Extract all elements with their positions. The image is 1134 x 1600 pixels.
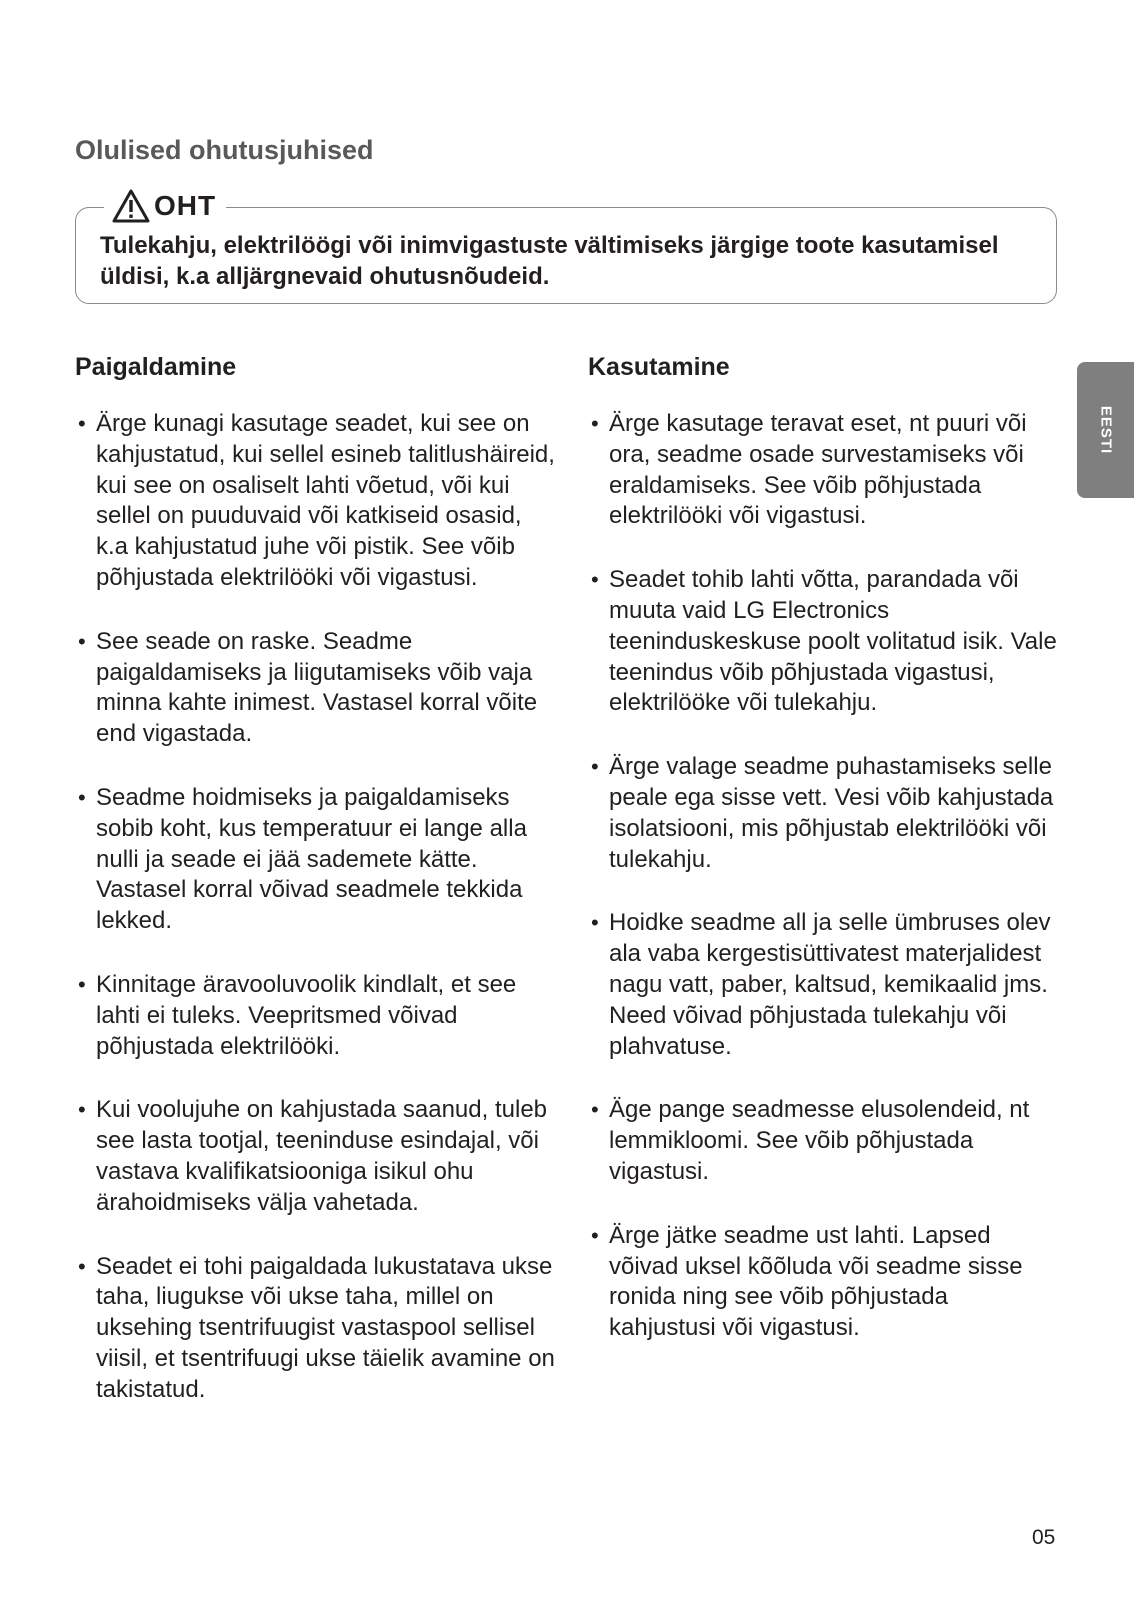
warning-header — [104, 186, 226, 226]
usage-list — [588, 409, 1058, 1344]
installation-section — [75, 345, 555, 1439]
list-item — [75, 409, 555, 594]
bullet-icon: • — [78, 784, 86, 810]
list-item-text: Kui voolujuhe on kahjustada saanud, tuleb see lasta tootjal, teeninduse esindajal, või vastava kvalifikatsiooniga isikul ohu ärahoidmiseks välja vahetada. — [96, 1096, 548, 1216]
page-number: 05 — [1032, 1526, 1056, 1549]
list-item — [588, 565, 1058, 719]
language-tab — [1077, 362, 1134, 498]
list-item-text: Seadet tohib lahti võtta, parandada või muuta vaid LG Electronics teeninduskeskuse poolt volitatud isik. Vale teenindus võib põhjustada vigastusi, elektrilööke või tulekahju. — [609, 566, 1057, 717]
warning-triangle-icon — [112, 189, 150, 223]
list-item — [588, 908, 1058, 1062]
bullet-icon: • — [591, 567, 599, 593]
list-item-text: Ärge valage seadme puhastamiseks selle peale ega sisse vett. Vesi võib kahjustada isolatsiooni, mis põhjustab elektrilööki või tulekahju. — [609, 753, 1054, 873]
bullet-icon: • — [78, 411, 86, 436]
list-item-text: See seade on raske. Seadme paigaldamiseks ja liigutamiseks võib vaja minna kahte inimest. Vastasel korral võite end vigastada. — [96, 627, 538, 748]
list-item-text: Ärge kasutage teravat eset, nt puuri või ora, seadme osade survestamiseks või eraldamiseks. See võib põhjustada elektrilööki või vigastusi. — [609, 410, 1027, 530]
bullet-icon: • — [591, 1097, 599, 1123]
list-item-text: Ärge jätke seadme ust lahti. Lapsed võivad uksel kõõluda või seadme sisse ronida ning see võib põhjustada kahjustusi või vigastusi. — [609, 1221, 1023, 1342]
bullet-icon: • — [591, 1222, 599, 1248]
bullet-icon: • — [591, 754, 599, 780]
bullet-icon: • — [591, 910, 599, 936]
bullet-icon: • — [78, 971, 86, 997]
bullet-icon: • — [78, 628, 86, 654]
bullet-icon: • — [78, 1097, 86, 1123]
page-title: Olulised ohutusjuhised — [75, 135, 374, 165]
usage-heading: Kasutamine — [588, 353, 730, 381]
bullet-icon: • — [78, 1253, 86, 1279]
list-item-text: Seadet ei tohi paigaldada lukustatava ukse taha, liugukse või ukse taha, millel on uksehing tsentrifuugist vastaspool sellisel viisil, et tsentrifuugi ukse täielik avamine on takistatud. — [96, 1252, 555, 1403]
list-item — [588, 752, 1058, 875]
list-item — [75, 783, 555, 937]
installation-list — [75, 409, 555, 1406]
list-item-text: Ärge kunagi kasutage seadet, kui see on kahjustatud, kui sellel esineb talitlushäireid, kui see on osaliselt lahti võetud, või kui sellel on puuduvaid või katkiseid osasid, k.a kahjustatud juhe või pistik. See võib põhjustada elektrilööki või vigastusi. — [96, 410, 555, 591]
bullet-icon: • — [591, 411, 599, 436]
list-item — [588, 1221, 1058, 1344]
language-tab-label: EESTI — [1097, 405, 1115, 455]
installation-heading: Paigaldamine — [75, 353, 237, 381]
warning-text: Tulekahju, elektrilöögi või inimvigastuste vältimiseks järgige toote kasutamisel üldisi, k.a alljärgnevaid ohutusnõudeid. — [100, 232, 999, 290]
list-item-text: Kinnitage äravooluvoolik kindlalt, et see lahti ei tuleks. Veepritsmed võivad põhjustada elektrilööki. — [96, 970, 517, 1060]
list-item-text: Hoidke seadme all ja selle ümbruses olev ala vaba kergestisüttivatest materjalidest nagu vatt, paber, kaltsud, kemikaalid jms. Need võivad põhjustada tulekahju või plahvatuse. — [609, 909, 1051, 1060]
list-item-text: Seadme hoidmiseks ja paigaldamiseks sobib koht, kus temperatuur ei lange alla nulli ja seade ei jää sademete kätte. Vastasel korral võivad seadmele tekkida lekked. — [96, 783, 527, 935]
usage-section — [588, 345, 1058, 1377]
list-item — [75, 1095, 555, 1218]
list-item — [75, 970, 555, 1062]
list-item — [588, 1095, 1058, 1187]
list-item — [75, 1252, 555, 1406]
list-item — [588, 409, 1058, 532]
warning-box — [75, 190, 1057, 304]
list-item-text: Äge pange seadmesse elusolendeid, nt lemmikloomi. See võib põhjustada vigastusi. — [609, 1096, 1030, 1185]
warning-label: OHT — [154, 190, 217, 221]
list-item — [75, 627, 555, 750]
